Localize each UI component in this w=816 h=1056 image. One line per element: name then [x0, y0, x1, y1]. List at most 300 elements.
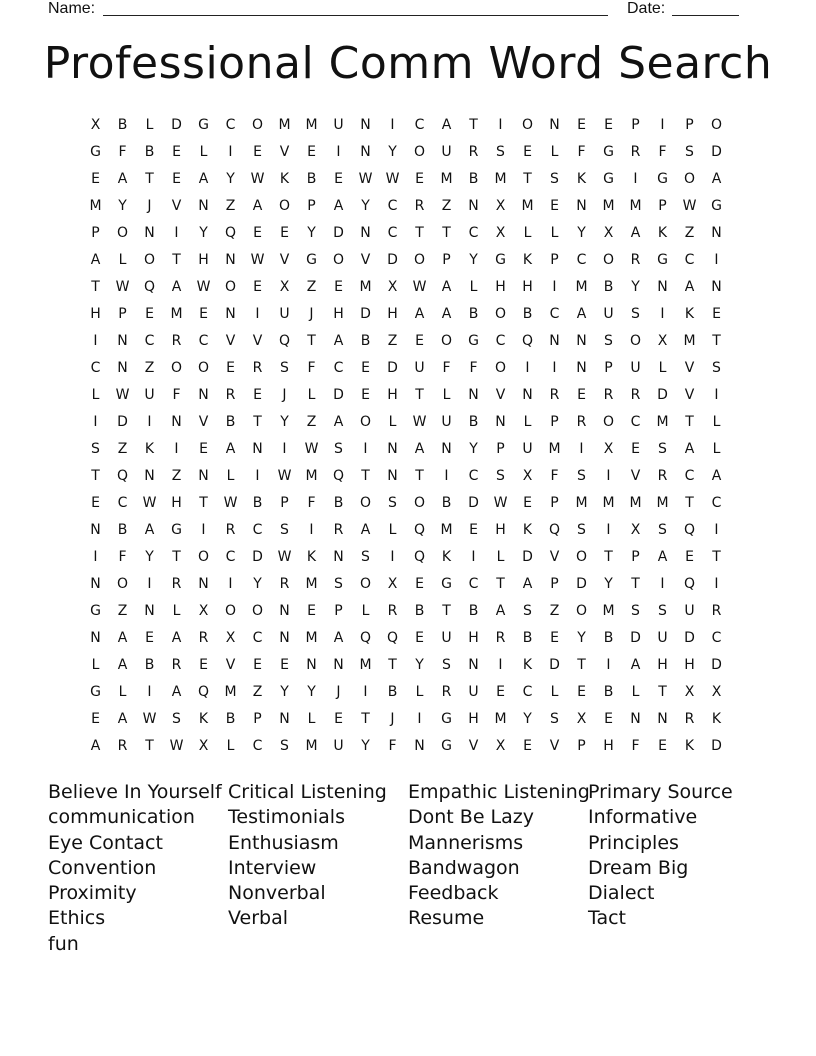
grid-letter: L [172, 603, 181, 619]
grid-letter: Q [224, 225, 237, 241]
grid-letter: E [415, 576, 424, 592]
grid-letter: W [493, 495, 508, 511]
grid-letter: I [255, 468, 260, 484]
grid-letter: W [682, 198, 697, 214]
grid-letter: X [603, 225, 614, 241]
grid-letter: L [712, 414, 721, 430]
grid-letter: E [172, 144, 181, 160]
grid-letter: G [441, 711, 452, 727]
grid-letter: Q [413, 549, 426, 565]
grid-letter: G [603, 144, 614, 160]
grid-letter: R [684, 711, 695, 727]
grid-letter: C [252, 630, 263, 646]
grid-letter: G [90, 144, 101, 160]
grid-letter: N [225, 306, 236, 322]
grid-letter: M [494, 171, 507, 187]
grid-letter: L [658, 360, 667, 376]
grid-letter: F [118, 144, 127, 160]
grid-letter: C [225, 117, 236, 133]
grid-letter: K [684, 738, 695, 754]
grid-letter: Y [469, 441, 478, 457]
grid-letter: Z [117, 603, 128, 619]
grid-letter: N [549, 117, 560, 133]
grid-letter: M [683, 333, 696, 349]
grid-letter: R [630, 387, 641, 403]
grid-letter: K [279, 171, 290, 187]
grid-letter: I [255, 306, 260, 322]
grid-letter: E [91, 495, 100, 511]
grid-letter: P [577, 738, 586, 754]
grid-letter: N [414, 738, 425, 754]
grid-letter: T [307, 333, 316, 349]
grid-letter: T [91, 279, 100, 295]
grid-letter: E [685, 549, 694, 565]
grid-letter: R [225, 387, 236, 403]
grid-letter: Y [577, 225, 586, 241]
grid-letter: P [550, 252, 559, 268]
grid-letter: U [522, 441, 533, 457]
grid-letter: A [576, 306, 587, 322]
grid-letter: J [282, 387, 287, 403]
grid-letter: S [631, 306, 640, 322]
grid-letter: V [171, 198, 182, 214]
grid-letter: G [495, 252, 506, 268]
grid-letter: C [198, 333, 209, 349]
grid-letter: Y [145, 549, 154, 565]
grid-letter: L [415, 684, 424, 700]
grid-letter: A [495, 603, 506, 619]
grid-letter: N [279, 711, 290, 727]
grid-letter: O [413, 252, 426, 268]
grid-letter: O [629, 333, 642, 349]
grid-letter: M [548, 441, 561, 457]
grid-letter: A [333, 630, 344, 646]
grid-letter: R [549, 387, 560, 403]
word-item: Convention [48, 856, 157, 879]
grid-letter: U [684, 603, 695, 619]
grid-letter: H [468, 711, 479, 727]
grid-letter: A [90, 252, 101, 268]
grid-letter: N [117, 360, 128, 376]
grid-letter: A [414, 306, 425, 322]
grid-letter: S [91, 441, 100, 457]
grid-letter: A [441, 117, 452, 133]
grid-letter: R [711, 603, 722, 619]
grid-row [82, 139, 730, 166]
grid-row [82, 166, 730, 193]
grid-letter: Y [280, 414, 289, 430]
word-item: Dont Be Lazy [408, 806, 534, 829]
word-item: Nonverbal [228, 882, 326, 905]
grid-letter: N [468, 387, 479, 403]
grid-letter: M [575, 495, 588, 511]
grid-letter: N [90, 630, 101, 646]
grid-letter: O [197, 360, 210, 376]
grid-letter: D [171, 117, 182, 133]
grid-letter: C [576, 252, 587, 268]
grid-letter: T [523, 171, 532, 187]
grid-letter: Z [387, 333, 398, 349]
grid-letter: L [307, 387, 316, 403]
grid-letter: Y [253, 576, 262, 592]
grid-letter: B [603, 684, 614, 700]
grid-letter: M [170, 306, 183, 322]
grid-letter: Z [306, 279, 317, 295]
word-item: Dialect [588, 882, 655, 905]
grid-row [82, 652, 730, 679]
grid-letter: E [523, 144, 532, 160]
grid-letter: N [144, 603, 155, 619]
grid-letter: O [332, 252, 345, 268]
grid-letter: E [415, 630, 424, 646]
grid-letter: S [280, 738, 289, 754]
grid-letter: H [684, 657, 695, 673]
grid-letter: P [685, 117, 694, 133]
grid-letter: I [228, 144, 233, 160]
word-item: Verbal [228, 907, 289, 930]
grid-letter: V [468, 738, 479, 754]
grid-letter: N [657, 711, 668, 727]
grid-letter: B [360, 333, 371, 349]
grid-letter: Z [684, 225, 695, 241]
grid-row [82, 220, 730, 247]
grid-letter: F [307, 495, 316, 511]
grid-letter: A [333, 198, 344, 214]
grid-letter: D [711, 144, 722, 160]
grid-letter: Y [280, 684, 289, 700]
grid-letter: L [550, 225, 559, 241]
grid-letter: I [417, 711, 422, 727]
grid-letter: U [603, 306, 614, 322]
grid-letter: A [333, 414, 344, 430]
grid-letter: L [388, 522, 397, 538]
grid-letter: O [116, 225, 129, 241]
grid-letter: F [388, 738, 397, 754]
grid-letter: A [225, 441, 236, 457]
grid-letter: N [468, 198, 479, 214]
grid-letter: G [198, 117, 209, 133]
grid-letter: D [468, 495, 479, 511]
grid-letter: G [657, 252, 668, 268]
grid-letter: A [117, 171, 128, 187]
grid-letter: U [333, 738, 344, 754]
grid-letter: E [145, 630, 154, 646]
grid-letter: H [657, 657, 668, 673]
grid-letter: Q [683, 522, 696, 538]
grid-letter: U [414, 360, 425, 376]
grid-letter: P [658, 198, 667, 214]
grid-letter: R [495, 630, 506, 646]
grid-letter: N [360, 144, 371, 160]
grid-letter: I [147, 414, 152, 430]
grid-letter: I [363, 441, 368, 457]
grid-letter: R [333, 522, 344, 538]
grid-letter: C [117, 495, 128, 511]
grid-letter: Y [361, 738, 370, 754]
grid-letter: P [550, 414, 559, 430]
grid-letter: H [198, 252, 209, 268]
grid-letter: I [606, 522, 611, 538]
grid-letter: O [602, 252, 615, 268]
grid-letter: I [228, 576, 233, 592]
grid-letter: T [361, 468, 370, 484]
grid-letter: E [226, 360, 235, 376]
grid-letter: F [442, 360, 451, 376]
grid-letter: O [224, 279, 237, 295]
grid-letter: P [307, 198, 316, 214]
grid-letter: L [523, 414, 532, 430]
grid-letter: M [224, 684, 237, 700]
grid-letter: S [712, 360, 721, 376]
grid-letter: T [172, 252, 181, 268]
word-item: Bandwagon [408, 856, 520, 879]
grid-letter: X [684, 684, 695, 700]
grid-letter: M [656, 495, 669, 511]
grid-letter: O [197, 549, 210, 565]
grid-letter: W [250, 171, 265, 187]
grid-letter: D [522, 549, 533, 565]
grid-letter: C [225, 549, 236, 565]
grid-letter: P [496, 441, 505, 457]
grid-letter: K [657, 225, 668, 241]
word-item: Principles [588, 831, 679, 854]
grid-letter: T [199, 495, 208, 511]
grid-letter: G [603, 171, 614, 187]
grid-letter: N [576, 333, 587, 349]
grid-letter: T [361, 711, 370, 727]
grid-letter: N [468, 657, 479, 673]
grid-letter: M [629, 198, 642, 214]
grid-letter: Q [386, 630, 399, 646]
grid-letter: W [169, 738, 184, 754]
grid-letter: X [279, 279, 290, 295]
grid-letter: A [171, 630, 182, 646]
grid-letter: N [360, 225, 371, 241]
grid-letter: G [711, 198, 722, 214]
grid-letter: G [90, 603, 101, 619]
grid-letter: U [441, 144, 452, 160]
grid-letter: N [306, 657, 317, 673]
grid-letter: L [91, 657, 100, 673]
grid-row [82, 274, 730, 301]
grid-letter: M [575, 279, 588, 295]
grid-letter: C [522, 684, 533, 700]
grid-letter: P [91, 225, 100, 241]
grid-letter: I [498, 657, 503, 673]
grid-letter: I [363, 684, 368, 700]
grid-letter: M [305, 117, 318, 133]
grid-row [82, 706, 730, 733]
grid-letter: I [147, 576, 152, 592]
grid-letter: M [359, 279, 372, 295]
grid-letter: R [171, 576, 182, 592]
grid-letter: E [415, 171, 424, 187]
grid-letter: O [359, 495, 372, 511]
grid-letter: E [307, 603, 316, 619]
grid-letter: D [549, 657, 560, 673]
grid-letter: A [360, 522, 371, 538]
grid-letter: D [360, 306, 371, 322]
grid-letter: O [413, 144, 426, 160]
grid-letter: S [577, 468, 586, 484]
grid-row [82, 328, 730, 355]
grid-letter: N [333, 657, 344, 673]
grid-letter: T [145, 738, 154, 754]
grid-letter: E [577, 684, 586, 700]
grid-letter: H [387, 387, 398, 403]
grid-letter: B [522, 630, 533, 646]
grid-letter: C [414, 117, 425, 133]
grid-letter: B [225, 414, 236, 430]
grid-letter: O [602, 414, 615, 430]
grid-letter: Z [171, 468, 182, 484]
word-item: communication [48, 806, 195, 829]
grid-row [82, 463, 730, 490]
grid-letter: L [631, 684, 640, 700]
grid-letter: N [657, 279, 668, 295]
grid-letter: L [145, 117, 154, 133]
grid-row [82, 733, 730, 760]
word-item: Enthusiasm [228, 831, 339, 854]
grid-letter: H [468, 630, 479, 646]
grid-letter: G [441, 576, 452, 592]
grid-letter: P [604, 360, 613, 376]
grid-letter: C [90, 360, 101, 376]
grid-letter: R [603, 387, 614, 403]
grid-letter: B [144, 657, 155, 673]
grid-letter: Z [306, 414, 317, 430]
grid-letter: N [198, 387, 209, 403]
grid-letter: D [117, 414, 128, 430]
grid-letter: W [142, 711, 157, 727]
grid-letter: N [144, 468, 155, 484]
grid-letter: I [552, 360, 557, 376]
grid-letter: X [495, 198, 506, 214]
grid-letter: I [633, 171, 638, 187]
grid-letter: W [385, 171, 400, 187]
grid-letter: V [225, 657, 236, 673]
grid-letter: S [496, 468, 505, 484]
grid-letter: B [603, 630, 614, 646]
grid-letter: W [358, 171, 373, 187]
word-item: Feedback [408, 882, 499, 905]
grid-letter: S [388, 495, 397, 511]
grid-letter: L [118, 252, 127, 268]
grid-letter: Q [683, 576, 696, 592]
grid-letter: O [359, 414, 372, 430]
grid-letter: C [387, 225, 398, 241]
grid-row [82, 598, 730, 625]
grid-letter: L [307, 711, 316, 727]
grid-letter: L [226, 468, 235, 484]
grid-letter: P [631, 549, 640, 565]
grid-letter: J [147, 198, 152, 214]
grid-letter: S [361, 549, 370, 565]
grid-letter: Z [252, 684, 263, 700]
grid-letter: R [171, 657, 182, 673]
grid-letter: V [198, 414, 209, 430]
grid-letter: A [441, 306, 452, 322]
grid-letter: E [307, 144, 316, 160]
page-title: Professional Comm Word Search [43, 38, 773, 89]
grid-letter: V [279, 252, 290, 268]
grid-letter: G [306, 252, 317, 268]
grid-letter: C [252, 522, 263, 538]
grid-letter: I [606, 657, 611, 673]
grid-letter: A [117, 711, 128, 727]
grid-letter: U [144, 387, 155, 403]
grid-letter: X [387, 279, 398, 295]
grid-letter: N [711, 225, 722, 241]
grid-letter: I [714, 252, 719, 268]
grid-letter: I [174, 441, 179, 457]
grid-letter: T [685, 495, 694, 511]
grid-letter: G [171, 522, 182, 538]
grid-letter: K [522, 252, 533, 268]
grid-letter: X [630, 522, 641, 538]
grid-letter: S [658, 522, 667, 538]
grid-letter: V [549, 549, 560, 565]
grid-letter: L [442, 387, 451, 403]
grid-letter: O [251, 117, 264, 133]
word-item: Interview [228, 856, 317, 879]
grid-letter: A [144, 522, 155, 538]
word-item: Believe In Yourself [48, 781, 222, 803]
grid-row [82, 355, 730, 382]
grid-letter: O [413, 495, 426, 511]
grid-letter: C [144, 333, 155, 349]
grid-letter: X [495, 225, 506, 241]
grid-letter: A [630, 225, 641, 241]
grid-letter: I [579, 441, 584, 457]
grid-letter: V [495, 387, 506, 403]
grid-letter: Z [441, 198, 452, 214]
grid-letter: Z [225, 198, 236, 214]
grid-letter: O [440, 333, 453, 349]
grid-letter: N [630, 711, 641, 727]
grid-letter: P [280, 495, 289, 511]
grid-letter: A [252, 198, 263, 214]
grid-letter: R [171, 333, 182, 349]
grid-letter: T [631, 576, 640, 592]
grid-letter: E [415, 333, 424, 349]
grid-letter: B [441, 495, 452, 511]
grid-letter: X [387, 576, 398, 592]
grid-letter: S [550, 711, 559, 727]
grid-letter: N [117, 333, 128, 349]
grid-letter: T [712, 549, 721, 565]
grid-letter: S [523, 603, 532, 619]
word-list [48, 780, 768, 957]
grid-letter: O [143, 252, 156, 268]
grid-letter: K [522, 657, 533, 673]
grid-letter: O [224, 603, 237, 619]
grid-letter: I [660, 117, 665, 133]
grid-letter: M [305, 630, 318, 646]
grid-letter: Q [278, 333, 291, 349]
grid-letter: N [90, 576, 101, 592]
grid-letter: R [252, 360, 263, 376]
grid-letter: E [172, 171, 181, 187]
grid-letter: I [552, 279, 557, 295]
grid-letter: B [306, 171, 317, 187]
grid-letter: S [280, 522, 289, 538]
grid-letter: N [198, 468, 209, 484]
grid-letter: W [115, 279, 130, 295]
grid-letter: F [658, 144, 667, 160]
grid-letter: Y [226, 171, 235, 187]
grid-letter: V [549, 738, 560, 754]
